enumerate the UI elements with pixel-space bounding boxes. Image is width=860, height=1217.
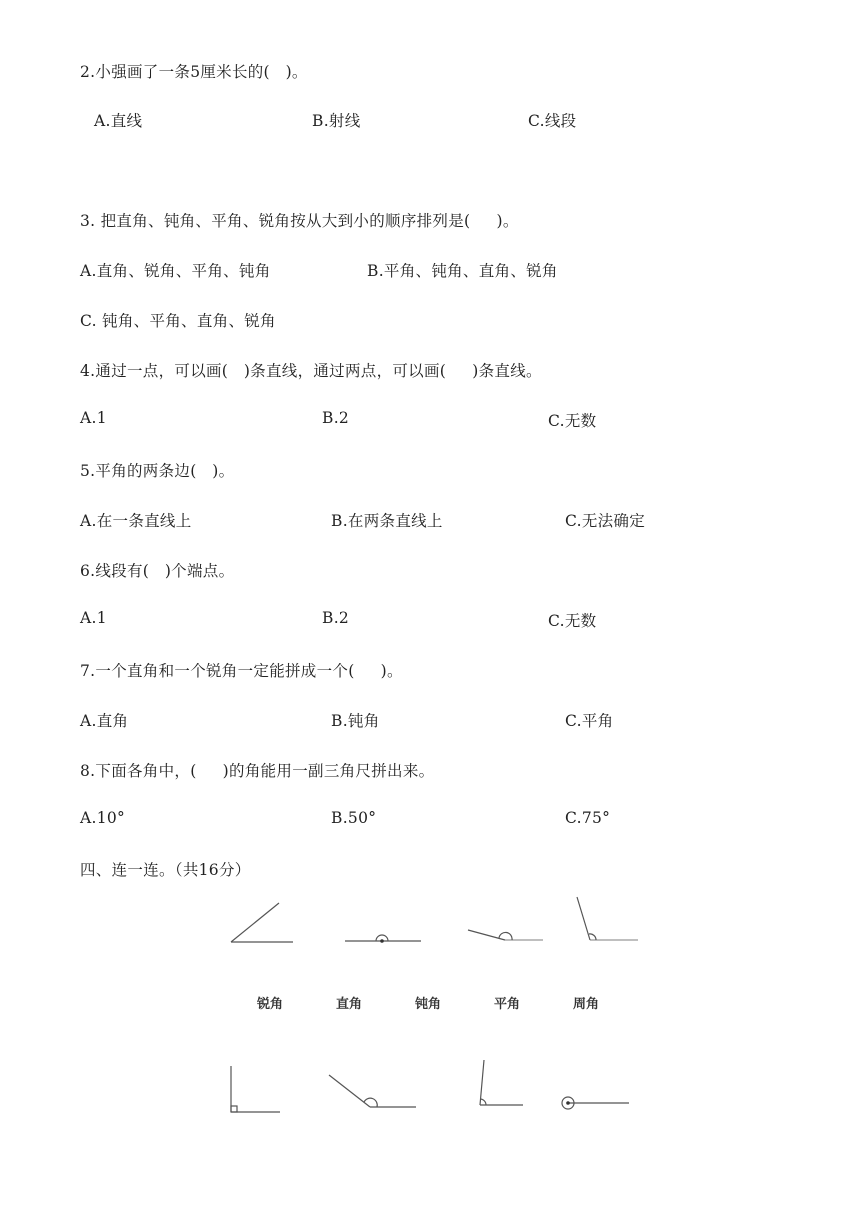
straight-angle-figure-top[interactable] [345,935,421,943]
question-4-stem: 4.通过一点，可以画( )条直线，通过两点，可以画( )条直线。 [80,362,542,380]
obtuse-angle-figure-top[interactable] [468,930,543,940]
question-2-stem: 2.小强画了一条5厘米长的( )。 [80,63,308,81]
obtuse-angle-figure-bottom[interactable] [329,1075,416,1107]
question-7-option-a[interactable]: A.直角 [80,712,129,730]
question-6-stem: 6.线段有( )个端点。 [80,562,235,580]
label-right-angle[interactable]: 直角 [336,997,363,1012]
right-angle-figure-bottom[interactable] [231,1066,280,1112]
question-3-stem: 3. 把直角、钝角、平角、锐角按从大到小的顺序排列是( )。 [80,212,519,230]
question-5-option-b[interactable]: B.在两条直线上 [331,512,443,530]
question-6-option-c[interactable]: C.无数 [548,612,597,630]
question-4-option-a[interactable]: A.1 [80,409,107,427]
question-8-option-c[interactable]: C.75° [565,809,611,827]
label-acute-angle[interactable]: 锐角 [257,997,284,1012]
question-7-stem: 7.一个直角和一个锐角一定能拼成一个( )。 [80,662,403,680]
question-7-option-b[interactable]: B.钝角 [331,712,380,730]
label-full-angle[interactable]: 周角 [573,997,600,1012]
question-6-option-a[interactable]: A.1 [80,609,107,627]
question-4-option-b[interactable]: B.2 [322,409,350,427]
acute-angle-figure-top-2[interactable] [577,897,638,940]
question-8-option-b[interactable]: B.50° [331,809,377,827]
question-5-option-c[interactable]: C.无法确定 [565,512,646,530]
question-3-option-a[interactable]: A.直角、锐角、平角、钝角 [80,262,271,280]
question-7-option-c[interactable]: C.平角 [565,712,614,730]
question-3-option-b[interactable]: B.平角、钝角、直角、锐角 [367,262,558,280]
label-straight-angle[interactable]: 平角 [494,997,521,1012]
question-2-option-c[interactable]: C.线段 [528,112,577,130]
question-5-stem: 5.平角的两条边( )。 [80,462,235,480]
label-obtuse-angle[interactable]: 钝角 [415,997,442,1012]
acute-angle-figure-top[interactable] [231,903,293,942]
question-8-stem: 8.下面各角中，( )的角能用一副三角尺拼出来。 [80,762,435,780]
question-2-option-a[interactable]: A.直线 [94,112,143,130]
question-2-option-b[interactable]: B.射线 [312,112,361,130]
question-5-option-a[interactable]: A.在一条直线上 [80,512,192,530]
question-6-option-b[interactable]: B.2 [322,609,350,627]
question-3-option-c[interactable]: C. 钝角、平角、直角、锐角 [80,312,276,330]
acute-angle-figure-bottom[interactable] [480,1060,523,1105]
question-8-option-a[interactable]: A.10° [80,809,126,827]
section-4-title: 四、连一连。（共16分） [80,861,251,879]
question-4-option-c[interactable]: C.无数 [548,412,597,430]
full-angle-figure-bottom[interactable] [562,1097,629,1109]
